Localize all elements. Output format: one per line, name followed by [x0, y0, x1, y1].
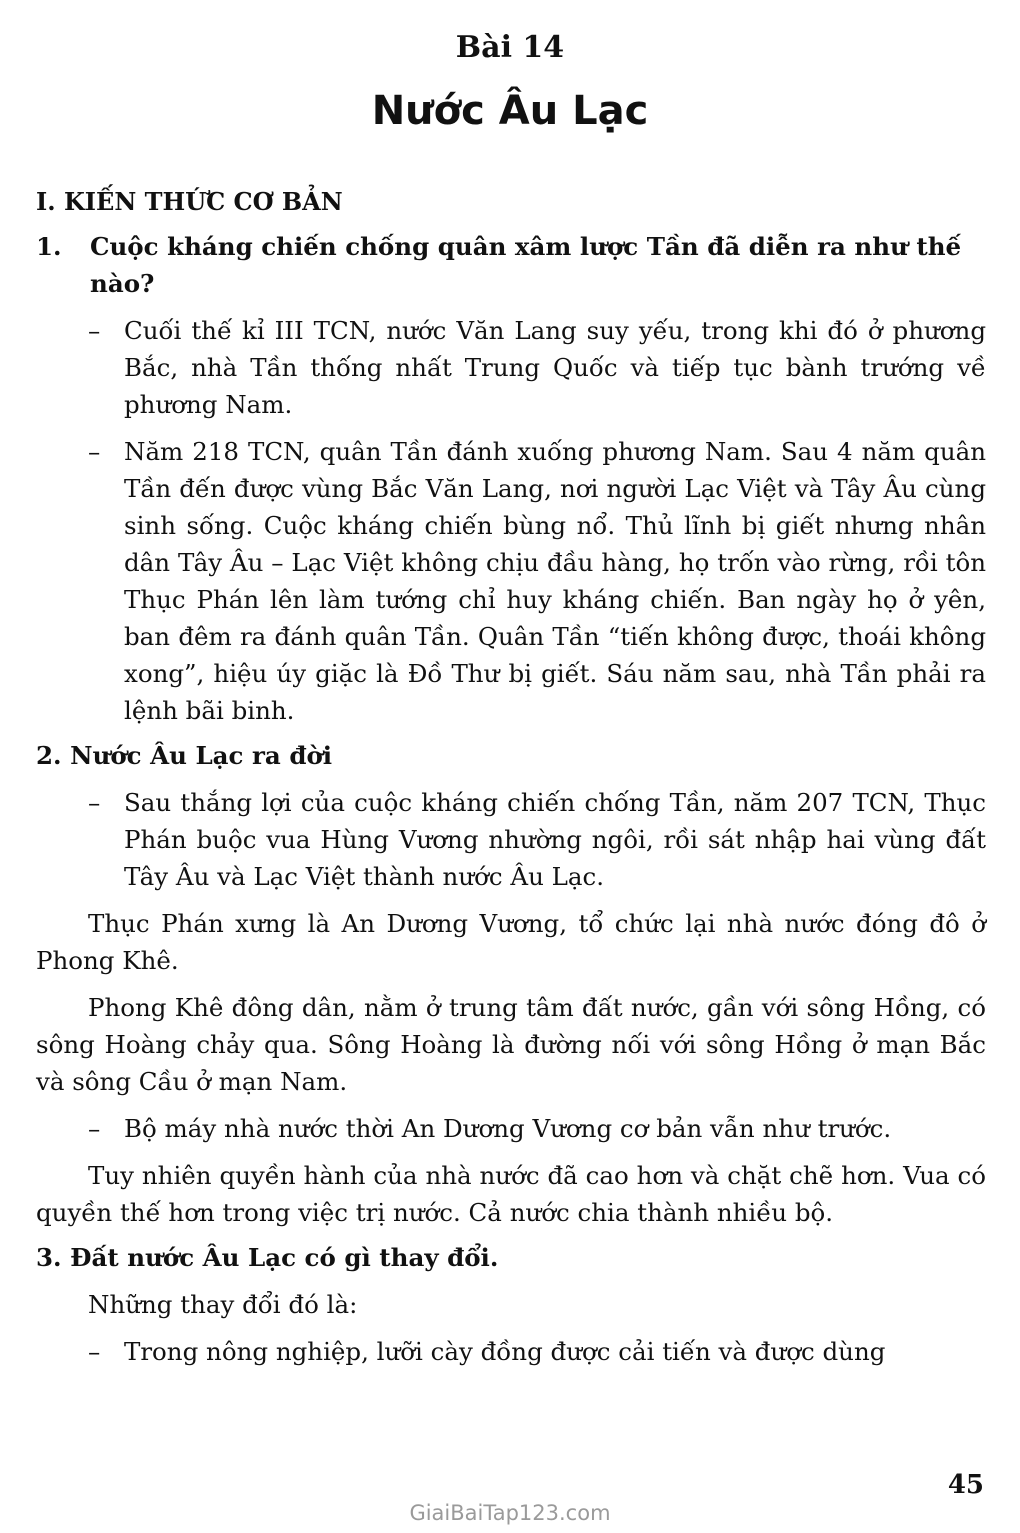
dash-marker: –: [88, 1337, 101, 1366]
paragraph: Tuy nhiên quyền hành của nhà nước đã cao hơn và chặt chẽ hơn. Vua có quyền thế hơn trong việc trị nước. Cả nước chia thành nhiều bộ.: [36, 1161, 986, 1227]
dash-marker: –: [88, 1114, 101, 1143]
list-item-text: Cuối thế kỉ III TCN, nước Văn Lang suy yếu, trong khi đó ở phương Bắc, nhà Tần thống nhất Trung Quốc và tiếp tục bành trướng về phương Nam.: [124, 316, 986, 419]
list-item: [88, 784, 986, 895]
list-item-text: Năm 218 TCN, quân Tần đánh xuống phương Nam. Sau 4 năm quân Tần đến được vùng Bắc Văn Lang, nơi người Lạc Việt và Tây Âu cùng sinh sống. Cuộc kháng chiến bùng nổ. Thủ lĩnh bị giết nhưng nhân dân Tây Âu – Lạc Việt không chịu đầu hàng, họ trốn vào rừng, rồi tôn Thục Phán lên làm tướng chỉ huy kháng chiến. Ban ngày họ ở yên, ban đêm ra đánh quân Tần. Quân Tần “tiến không được, thoái không xong”, hiệu úy giặc là Đồ Thư bị giết. Sáu năm sau, nhà Tần phải ra lệnh bãi binh.: [124, 437, 986, 725]
question-3-heading: 3. Đất nước Âu Lạc có gì thay đổi.: [36, 1243, 499, 1272]
question-2-heading: 2. Nước Âu Lạc ra đời: [36, 741, 333, 770]
list-item: [88, 1333, 986, 1370]
list-item: [88, 1110, 986, 1147]
page-number: 45: [947, 1470, 984, 1500]
dash-marker: –: [88, 788, 101, 817]
lesson-number: Bài 14: [455, 30, 565, 65]
question-3-list: [36, 1333, 986, 1370]
dash-marker: –: [88, 316, 101, 345]
page-body: [36, 183, 986, 1370]
list-item: [88, 312, 986, 423]
question-1-number: 1.: [36, 232, 62, 261]
question-1-heading: [36, 228, 986, 302]
list-item-text: Bộ máy nhà nước thời An Dương Vương cơ bản vẫn như trước.: [124, 1114, 892, 1143]
list-item-text: Sau thắng lợi của cuộc kháng chiến chống Tần, năm 207 TCN, Thục Phán buộc vua Hùng Vương nhường ngôi, rồi sát nhập hai vùng đất Tây Âu và Lạc Việt thành nước Âu Lạc.: [124, 788, 986, 891]
paragraph: Những thay đổi đó là:: [88, 1290, 358, 1319]
dash-marker: –: [88, 437, 101, 466]
question-1-title: Cuộc kháng chiến chống quân xâm lược Tần đã diễn ra như thế nào?: [90, 232, 962, 298]
question-2-list: [36, 784, 986, 895]
paragraph: Phong Khê đông dân, nằm ở trung tâm đất nước, gần với sông Hồng, có sông Hoàng chảy qua. Sông Hoàng là đường nối với sông Hồng ở mạn Bắc và sông Cầu ở mạn Nam.: [36, 993, 986, 1096]
lesson-title: Nước Âu Lạc: [371, 88, 649, 134]
list-item-text: Trong nông nghiệp, lưỡi cày đồng được cải tiến và được dùng: [124, 1337, 886, 1366]
paragraph: Thục Phán xưng là An Dương Vương, tổ chức lại nhà nước đóng đô ở Phong Khê.: [36, 909, 986, 975]
question-1-content: [36, 312, 986, 729]
watermark: GiaiBaiTap123.com: [409, 1501, 611, 1525]
question-2-list: [36, 1110, 986, 1147]
list-item: [88, 433, 986, 729]
section-heading: I. KIẾN THỨC CƠ BẢN: [36, 187, 343, 216]
